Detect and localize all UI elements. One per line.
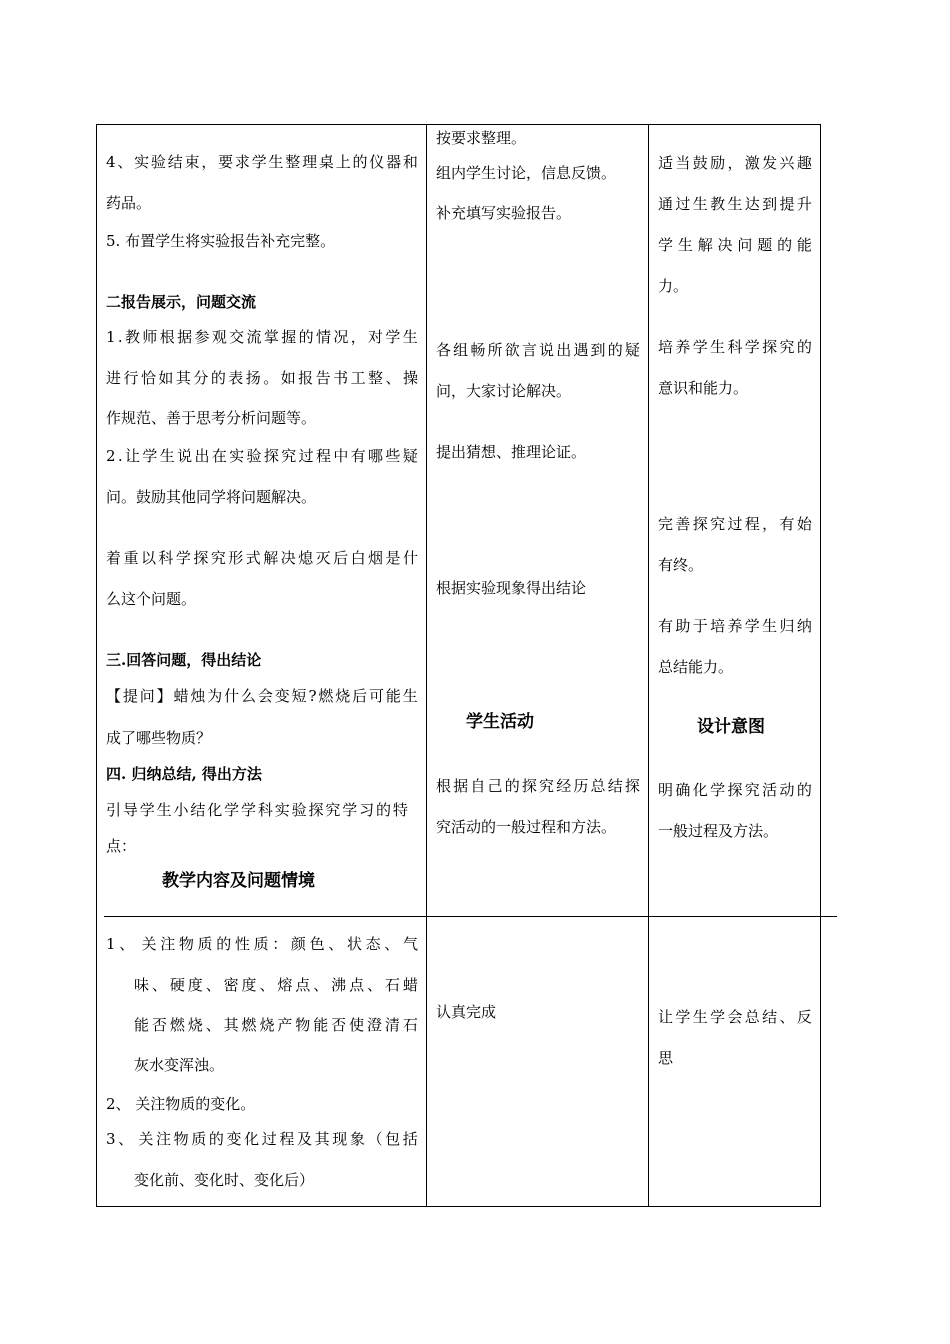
- table-left-border: [96, 124, 97, 1207]
- col1-line: 药品。: [106, 194, 152, 212]
- col1-line: 问。鼓励其他同学将问题解决。: [106, 488, 317, 506]
- col1-line: 引 导 学 生 小 结 化 学 学 科 实 验 探 究 学 习 的 特: [106, 801, 408, 819]
- col1-line: 进 行 恰 如 其 分 的 表 扬 。 如 报 告 书 工 整 、 操: [106, 369, 418, 387]
- col3-lower-line: 思: [658, 1049, 674, 1067]
- col3-line: 总结能力。: [658, 658, 734, 676]
- col3-line: 一般过程及方法。: [658, 822, 779, 840]
- col3-line: 学 生 解 决 问 题 的 能: [658, 236, 812, 254]
- col2-line: 补充填写实验报告。: [436, 204, 572, 222]
- col3-line: 有终。: [658, 556, 704, 574]
- table-col-divider-2: [648, 124, 649, 1207]
- col3-line: 适 当 鼓 励 ， 激 发 兴 趣: [658, 154, 812, 172]
- section-heading: 二报告展示，问题交流: [106, 293, 257, 311]
- col1-line: 么这个问题。: [106, 590, 197, 608]
- col1-lower-line: 变化前、变化时、变化后）: [134, 1171, 315, 1189]
- table-bottom-border: [96, 1206, 821, 1207]
- col1-line: 2 . 让 学 生 说 出 在 实 验 探 究 过 程 中 有 哪 些 疑: [106, 447, 418, 465]
- column-header-student-activity: 学生活动: [466, 712, 534, 732]
- col1-lower-line: 3 、 关 注 物 质 的 变 化 过 程 及 其 现 象 （ 包 括: [106, 1130, 418, 1148]
- section-heading: 三.回答问题，得出结论: [106, 651, 262, 669]
- col2-line: 组内学生讨论，信息反馈。: [436, 164, 617, 182]
- col3-line: 通 过 生 教 生 达 到 提 升: [658, 195, 812, 213]
- col2-line: 问，大家讨论解决。: [436, 382, 572, 400]
- col1-line: 1 . 教 师 根 据 参 观 交 流 掌 握 的 情 况 ， 对 学 生: [106, 328, 418, 346]
- col2-line: 按要求整理。: [436, 129, 527, 147]
- col2-line: 提出猜想、推理论证。: [436, 443, 587, 461]
- col2-line: 根据实验现象得出结论: [436, 579, 587, 597]
- col3-line: 培 养 学 生 科 学 探 究 的: [658, 338, 812, 356]
- col1-line: 作规范、善于思考分析问题等。: [106, 409, 317, 427]
- table-row-divider: [104, 916, 837, 917]
- col1-line: 5. 布置学生将实验报告补充完整。: [106, 232, 336, 250]
- col3-line: 意识和能力。: [658, 379, 749, 397]
- col1-line: 【 提 问 】 蜡 烛 为 什 么 会 变 短 ? 燃 烧 后 可 能 生: [106, 687, 418, 705]
- col3-line: 力。: [658, 277, 689, 295]
- col2-line: 各 组 畅 所 欲 言 说 出 遇 到 的 疑: [436, 341, 640, 359]
- col1-line: 4 、 实 验 结 束 ， 要 求 学 生 整 理 桌 上 的 仪 器 和: [106, 153, 418, 171]
- table-col-divider-1: [426, 124, 427, 1207]
- column-header-teaching-content: 教学内容及问题情境: [162, 871, 315, 891]
- col1-line: 点：: [106, 837, 137, 855]
- col3-line: 完 善 探 究 过 程 ， 有 始: [658, 515, 812, 533]
- table-top-border: [96, 124, 821, 125]
- col2-line: 根 据 自 己 的 探 究 经 历 总 结 探: [436, 777, 640, 795]
- col3-lower-line: 让 学 生 学 会 总 结 、 反: [658, 1008, 812, 1026]
- table-right-border: [820, 124, 821, 1207]
- col1-lower-line: 能 否 燃 烧 、 其 燃 烧 产 物 能 否 使 澄 清 石: [134, 1016, 418, 1034]
- col1-lower-line: 1 、 关 注 物 质 的 性 质 ： 颜 色 、 状 态 、 气: [106, 935, 418, 953]
- col3-line: 明 确 化 学 探 究 活 动 的: [658, 781, 812, 799]
- col2-line: 究活动的一般过程和方法。: [436, 818, 617, 836]
- col1-lower-line: 味 、 硬 度 、 密 度 、 熔 点 、 沸 点 、 石 蜡: [134, 976, 418, 994]
- col1-line: 成了哪些物质？: [106, 729, 212, 747]
- col1-line: 着 重 以 科 学 探 究 形 式 解 决 熄 灭 后 白 烟 是 什: [106, 549, 418, 567]
- col2-lower-line: 认真完成: [436, 1003, 497, 1021]
- section-heading: 四. 归纳总结, 得出方法: [106, 765, 262, 783]
- col1-lower-line: 2、 关注物质的变化。: [106, 1095, 256, 1113]
- col3-line: 有 助 于 培 养 学 生 归 纳: [658, 617, 812, 635]
- col1-lower-line: 灰水变浑浊。: [134, 1056, 225, 1074]
- column-header-design-intent: 设计意图: [697, 717, 765, 737]
